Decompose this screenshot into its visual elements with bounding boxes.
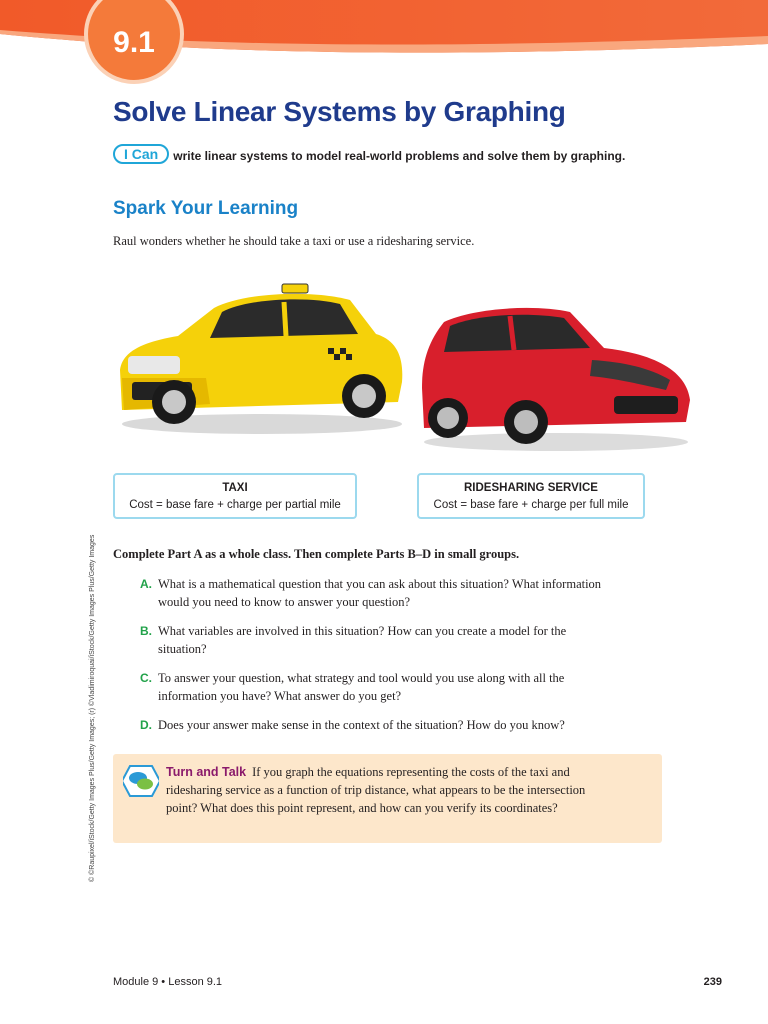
rideshare-heading: RIDESHARING SERVICE — [464, 482, 598, 494]
question-letter: B. — [140, 624, 152, 638]
question-letter: A. — [140, 577, 152, 591]
page-number: 239 — [703, 976, 722, 988]
taxi-cost-box — [113, 473, 357, 519]
directions: Complete Part A as a whole class. Then complete Parts B–D in small groups. — [113, 547, 520, 561]
lesson-title: Solve Linear Systems by Graphing — [113, 96, 566, 127]
question-d — [140, 717, 610, 735]
turn-and-talk-box — [113, 754, 662, 843]
photo-credit: © ©Raupixel/iStock/Getty Images Plus/Getty Images; (r) ©Vladimiroquai/iStock/Getty Images Plus/Getty Images — [89, 534, 96, 882]
taxi-formula: Cost = base fare + charge per partial mile — [129, 499, 341, 511]
ican-text: write linear systems to model real-world problems and solve them by graphing. — [173, 149, 626, 163]
red-car-photo — [414, 292, 694, 454]
question-text: To answer your question, what strategy and tool would you use along with all the information you have? What answer do you get? — [158, 671, 565, 703]
taxi-car-photo — [114, 278, 406, 438]
question-a — [140, 576, 610, 611]
question-letter: C. — [140, 671, 152, 685]
rideshare-cost-box — [417, 473, 645, 519]
question-b — [140, 623, 610, 658]
turn-and-talk-text-block — [166, 763, 586, 817]
question-c — [140, 670, 610, 705]
rideshare-formula: Cost = base fare + charge per full mile — [433, 499, 629, 511]
taxi-heading: TAXI — [222, 482, 248, 494]
footer-module: Module 9 • Lesson 9.1 — [113, 976, 223, 988]
section-heading: Spark Your Learning — [113, 198, 299, 219]
question-text: What variables are involved in this situation? How can you create a model for the situation? — [158, 624, 567, 656]
question-text: What is a mathematical question that you can ask about this situation? What information would you need to know to answer your question? — [158, 577, 602, 609]
question-letter: D. — [140, 718, 152, 732]
lesson-number-badge: 9.1 — [84, 0, 184, 84]
speech-bubbles-icon — [123, 764, 159, 798]
turn-and-talk-text: If you graph the equations representing the costs of the taxi and ridesharing service as a function of trip distance, what appears to be the intersection point? What does this point represent, and how can you verify its coordinates? — [166, 765, 586, 815]
intro-text: Raul wonders whether he should take a taxi or use a ridesharing service. — [113, 234, 475, 248]
ican-label: I Can — [113, 144, 169, 164]
turn-and-talk-label: Turn and Talk — [166, 765, 247, 779]
learning-objective — [113, 144, 673, 166]
question-text: Does your answer make sense in the context of the situation? How do you know? — [158, 718, 565, 732]
